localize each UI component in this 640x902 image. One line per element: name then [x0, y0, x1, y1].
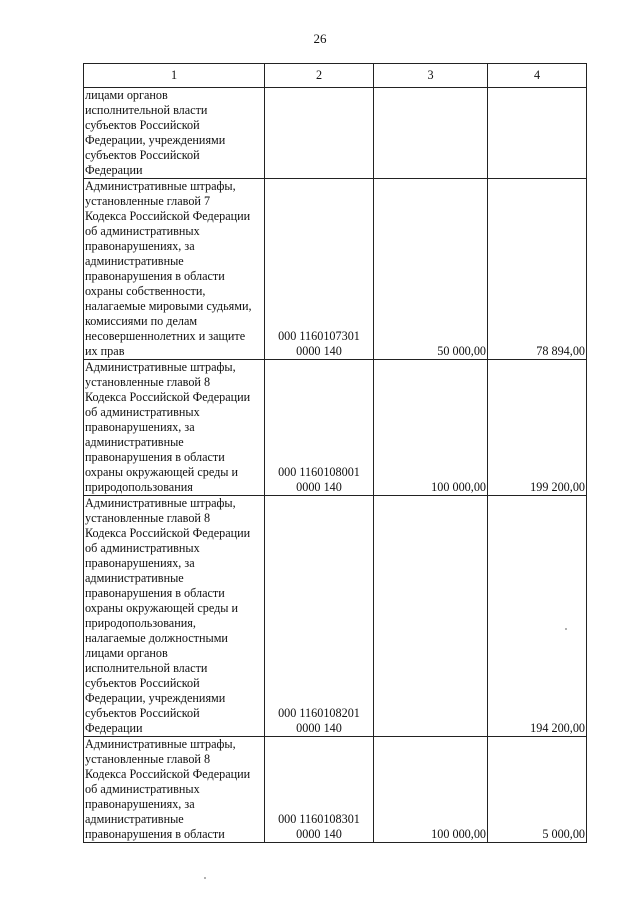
row-amount-3	[374, 496, 488, 737]
row-code: 000 1160108201 0000 140	[265, 496, 374, 737]
row-code	[265, 88, 374, 179]
row-amount-3: 50 000,00	[374, 179, 488, 360]
revenue-table	[83, 63, 587, 843]
table-row	[84, 737, 587, 843]
row-code: 000 1160107301 0000 140	[265, 179, 374, 360]
scan-speck	[565, 628, 567, 630]
column-header-2: 2	[265, 64, 374, 88]
table-row	[84, 360, 587, 496]
row-name: Административные штрафы, установленные главой 8 Кодекса Российской Федерации об административных правонарушениях, за административные правонарушения в области	[84, 737, 265, 843]
column-header-3: 3	[374, 64, 488, 88]
row-name: Административные штрафы, установленные главой 7 Кодекса Российской Федерации об административных правонарушениях, за административные правонарушения в области охраны собственности, налагаемые мировыми судьями, комиссиями по делам несовершеннолетних и защите их прав	[84, 179, 265, 360]
page-number: 26	[313, 31, 327, 46]
column-header-1: 1	[84, 64, 265, 88]
row-name: Административные штрафы, установленные главой 8 Кодекса Российской Федерации об административных правонарушениях, за административные правонарушения в области охраны окружающей среды и природопользования	[84, 360, 265, 496]
table-header-row	[84, 64, 587, 88]
table-row	[84, 88, 587, 179]
row-code: 000 1160108001 0000 140	[265, 360, 374, 496]
row-amount-4: 199 200,00	[488, 360, 587, 496]
row-amount-3: 100 000,00	[374, 360, 488, 496]
row-name: лицами органов исполнительной власти субъектов Российской Федерации, учреждениями субъектов Российской Федерации	[84, 88, 265, 179]
column-header-4: 4	[488, 64, 587, 88]
scan-speck	[204, 877, 206, 879]
row-amount-4: 78 894,00	[488, 179, 587, 360]
row-amount-3: 100 000,00	[374, 737, 488, 843]
table-row	[84, 179, 587, 360]
row-code: 000 1160108301 0000 140	[265, 737, 374, 843]
row-amount-4: 194 200,00	[488, 496, 587, 737]
row-name: Административные штрафы, установленные главой 8 Кодекса Российской Федерации об административных правонарушениях, за административные правонарушения в области охраны окружающей среды и природопользования, налагаемые должностными лицами органов исполнительной власти субъектов Российской Федерации, учреждениями субъектов Российской Федерации	[84, 496, 265, 737]
row-amount-3	[374, 88, 488, 179]
table-row	[84, 496, 587, 737]
row-amount-4: 5 000,00	[488, 737, 587, 843]
row-amount-4	[488, 88, 587, 179]
